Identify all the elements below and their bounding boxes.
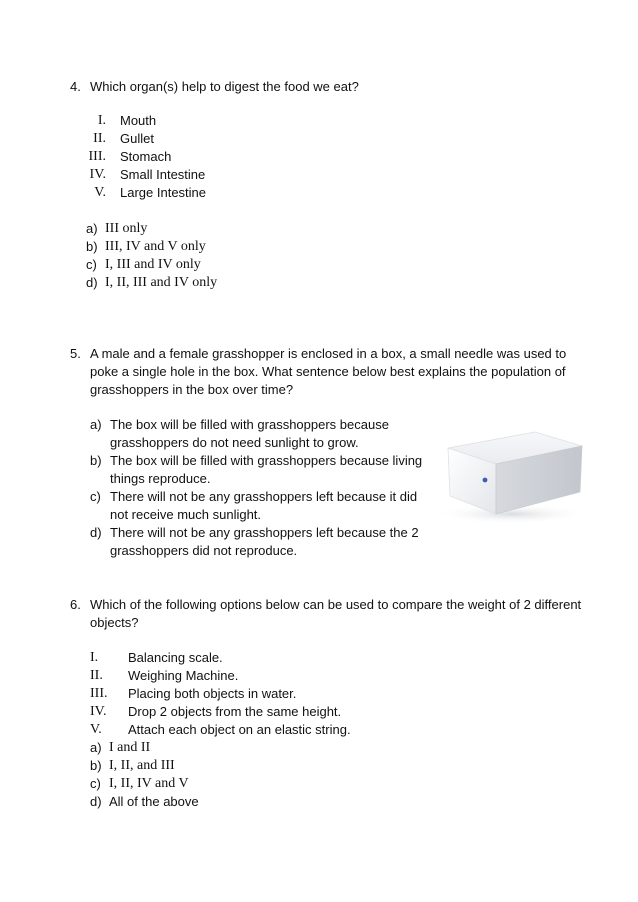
white-box-icon <box>430 418 590 528</box>
q6-item-text: Drop 2 objects from the same height. <box>128 704 342 719</box>
q5-option-letter: d) <box>90 525 102 540</box>
q5-option-letter: a) <box>90 417 102 432</box>
q4-item-text: Small Intestine <box>120 167 206 182</box>
q4-option-text: I, II, III and IV only <box>105 275 218 290</box>
q4-item-text: Stomach <box>120 149 172 164</box>
q5-option-line: The box will be filled with grasshoppers because living <box>110 453 423 468</box>
q6-option-text: I, II, IV and V <box>109 776 189 791</box>
q6-item-text: Attach each object on an elastic string. <box>128 722 351 737</box>
q5-option-line: There will not be any grasshoppers left because it did <box>110 489 418 504</box>
q6-question-line: Which of the following options below can be used to compare the weight of 2 different <box>90 597 582 612</box>
q4-item-text: Large Intestine <box>120 185 207 200</box>
q4-question: Which organ(s) help to digest the food we eat? <box>90 79 359 94</box>
q5-option-letter: b) <box>90 453 102 468</box>
q6-option-text: All of the above <box>109 794 199 809</box>
q4-item-numeral: V. <box>94 185 106 200</box>
q5-option-letter: c) <box>90 489 101 504</box>
q6-item-text: Placing both objects in water. <box>128 686 297 701</box>
q4-option-letter: d) <box>86 275 98 290</box>
q5-option-line: grasshoppers did not reproduce. <box>110 543 298 558</box>
q4-option-letter: b) <box>86 239 98 254</box>
q6-item-numeral: V. <box>90 722 102 737</box>
q5-option-line: grasshoppers do not need sunlight to grow. <box>110 435 359 450</box>
q6-item-text: Weighing Machine. <box>128 668 239 683</box>
q5-option-line: things reproduce. <box>110 471 211 486</box>
q6-item-numeral: IV. <box>90 704 107 719</box>
q6-item-numeral: II. <box>90 668 103 683</box>
q6-option-letter: a) <box>90 740 102 755</box>
q5-option-line: not receive much sunlight. <box>110 507 262 522</box>
q4-item-numeral: II. <box>93 131 106 146</box>
q4-item-numeral: III. <box>88 149 106 164</box>
q4-option-letter: c) <box>86 257 97 272</box>
q5-option-line: There will not be any grasshoppers left because the 2 <box>110 525 419 540</box>
q5-option-line: The box will be filled with grasshoppers because <box>110 417 389 432</box>
q4-item-text: Gullet <box>120 131 154 146</box>
q6-item-numeral: I. <box>90 650 99 665</box>
q6-item-text: Balancing scale. <box>128 650 223 665</box>
q6-item-numeral: III. <box>90 686 108 701</box>
q4-option-text: I, III and IV only <box>105 257 201 272</box>
q4-item-numeral: I. <box>97 113 106 128</box>
q5-question-line: poke a single hole in the box. What sentence below best explains the population of <box>90 364 566 379</box>
q5-number: 5. <box>70 346 81 361</box>
q5-question-line: A male and a female grasshopper is enclosed in a box, a small needle was used to <box>90 346 567 361</box>
q4-option-text: III, IV and V only <box>105 239 206 254</box>
q6-option-text: I, II, and III <box>109 758 175 773</box>
q6-option-letter: d) <box>90 794 102 809</box>
q4-item-text: Mouth <box>120 113 157 128</box>
q6-number: 6. <box>70 597 81 612</box>
q6-option-letter: b) <box>90 758 102 773</box>
q6-option-letter: c) <box>90 776 101 791</box>
q4-number: 4. <box>70 79 81 94</box>
q6-question-line: objects? <box>90 615 139 630</box>
q4-option-text: III only <box>105 221 148 236</box>
q4-item-numeral: IV. <box>89 167 106 182</box>
q6-option-text: I and II <box>109 740 151 755</box>
q4-option-letter: a) <box>86 221 98 236</box>
q5-question-line: grasshoppers in the box over time? <box>90 382 294 397</box>
